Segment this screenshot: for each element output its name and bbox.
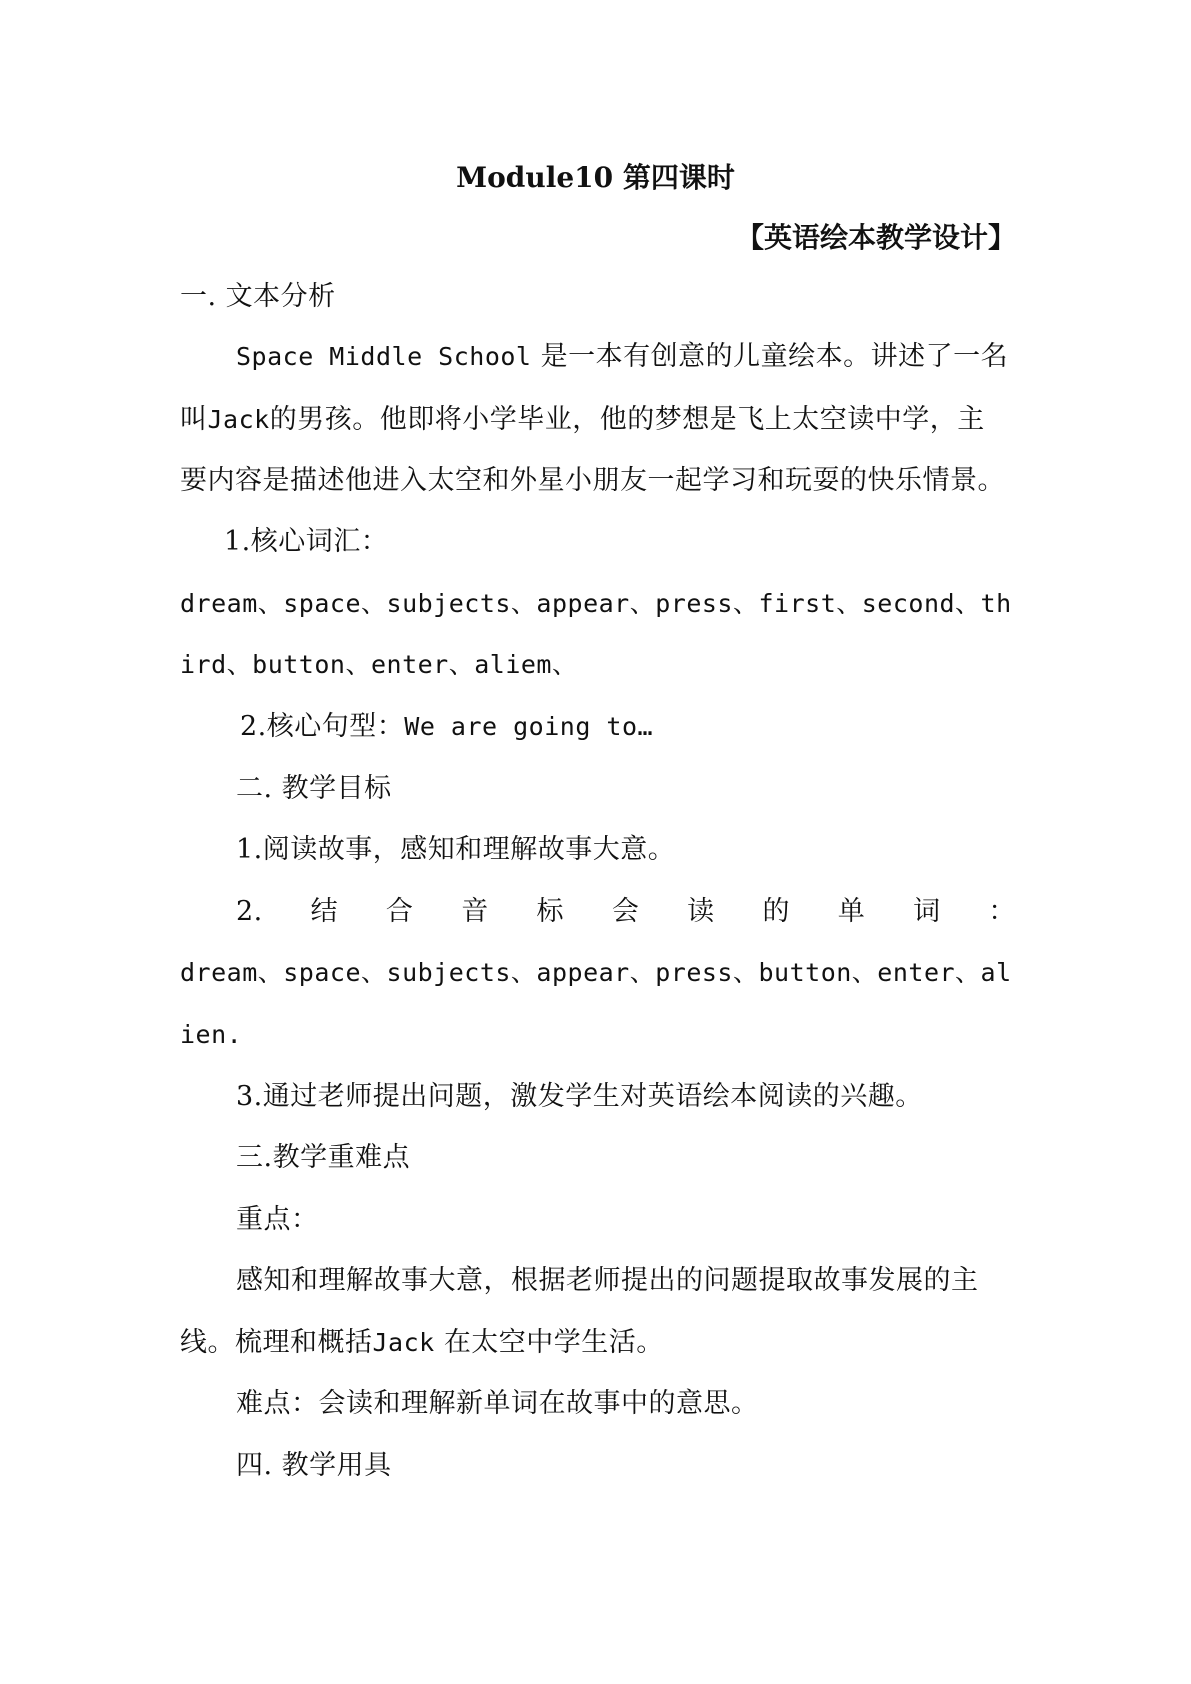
character-name: Jack [207, 405, 270, 434]
key-point-name: Jack [372, 1328, 435, 1357]
document-subtitle: 【英语绘本教学设计】 [735, 221, 1016, 254]
intro-text-1: 是一本有创意的儿童绘本。讲述了一名 [540, 341, 1009, 372]
intro-text-2b: 的男孩。他即将小学毕业，他的梦想是飞上太空读中学，主 [269, 404, 985, 435]
paragraph-intro-line-3: 要内容是描述他进入太空和外星小朋友一起学习和玩耍的快乐情景。 [180, 465, 1005, 496]
vocab-heading: 1.核心词汇： [224, 526, 389, 557]
vocab-list-line-1: dream、space、subjects、appear、press、first、second、th [180, 589, 1012, 618]
goal-2-char: 会 [611, 896, 640, 927]
goal-2-char: 2. [236, 896, 263, 927]
goal-2-char: 结 [310, 896, 339, 927]
key-point-line-2 [180, 1325, 1016, 1361]
key-point-line-1: 感知和理解故事大意，根据老师提出的问题提取故事发展的主 [236, 1265, 979, 1296]
section-heading-teaching-goals: 二. 教学目标 [236, 773, 392, 804]
goal-2-char: 单 [837, 896, 866, 927]
difficulty-point: 难点：会读和理解新单词在故事中的意思。 [236, 1388, 759, 1419]
goal-2-char: 词 [913, 896, 941, 927]
goal-2-line-3: ien. [180, 1020, 243, 1049]
sentence-pattern [240, 709, 1076, 745]
key-point-text-b: 在太空中学生活。 [443, 1327, 664, 1358]
goal-3: 3.通过老师提出问题，激发学生对英语绘本阅读的兴趣。 [236, 1081, 923, 1112]
goal-2-char: 音 [461, 896, 489, 927]
goal-2-line-2: dream、space、subjects、appear、press、button、enter、al [180, 958, 1012, 987]
sentence-pattern-text: We are going to… [404, 712, 654, 741]
section-heading-text-analysis: 一. 文本分析 [180, 281, 336, 312]
goal-1: 1.阅读故事，感知和理解故事大意。 [236, 834, 676, 865]
sentence-pattern-label: 2.核心句型： [240, 711, 405, 742]
goal-2-line-1 [236, 894, 1016, 930]
intro-text-2a: 叫 [180, 404, 208, 435]
key-point-text-a: 线。梳理和概括 [180, 1327, 373, 1358]
paragraph-intro-line-1 [236, 339, 1072, 375]
section-heading-teaching-aids: 四. 教学用具 [236, 1450, 392, 1481]
book-title: Space Middle School [236, 342, 532, 371]
paragraph-intro-line-2 [180, 402, 1016, 438]
goal-2-char: ： [988, 896, 1016, 927]
section-heading-key-points: 三.教学重难点 [236, 1142, 411, 1173]
goal-2-char: 标 [536, 896, 565, 927]
goal-2-char: 的 [762, 896, 790, 927]
goal-2-char: 合 [385, 896, 414, 927]
key-point-label: 重点： [236, 1204, 319, 1235]
document-title: Module10 第四课时 [456, 161, 735, 194]
goal-2-char: 读 [687, 896, 715, 927]
vocab-list-line-2: ird、button、enter、aliem、 [180, 650, 578, 679]
